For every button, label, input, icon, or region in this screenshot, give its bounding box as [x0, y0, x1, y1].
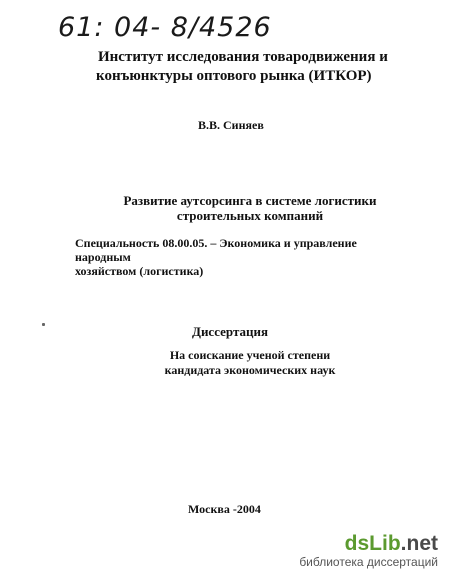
place-and-date: Москва -2004 [188, 502, 261, 516]
title-line-2: строительных компаний [176, 208, 324, 223]
document-type: Диссертация [192, 324, 269, 339]
watermark-subtitle: библиотека диссертаций [299, 555, 438, 569]
specialty-line-2: хозяйством (логистика) [75, 264, 204, 278]
author-name: В.В. Синяев [198, 118, 264, 132]
scan-speck [42, 323, 45, 326]
dslib-watermark [299, 533, 438, 569]
handwritten-archive-number [58, 6, 288, 46]
degree-statement [150, 348, 350, 378]
dslib-logo [299, 533, 438, 555]
institute-name [98, 48, 418, 86]
degree-line-1: На соискание ученой степени [169, 348, 331, 362]
svg-text:61: 04- 8/4526: 61: 04- 8/4526 [58, 12, 272, 43]
logo-suffix: .net [400, 532, 438, 555]
logo-main: dsLib [344, 532, 401, 555]
dissertation-title [100, 193, 400, 223]
title-line-1: Развитие аутсорсинга в системе логистики [123, 193, 377, 208]
institute-line-1: Институт исследования товародвижения и [98, 49, 388, 65]
specialty-line-1: Специальность 08.00.05. – Экономика и управление народным [75, 236, 357, 264]
degree-line-2: кандидата экономических наук [164, 363, 336, 377]
specialty [75, 236, 415, 278]
institute-line-2: конъюнктуры оптового рынка (ИТКОР) [96, 68, 372, 84]
